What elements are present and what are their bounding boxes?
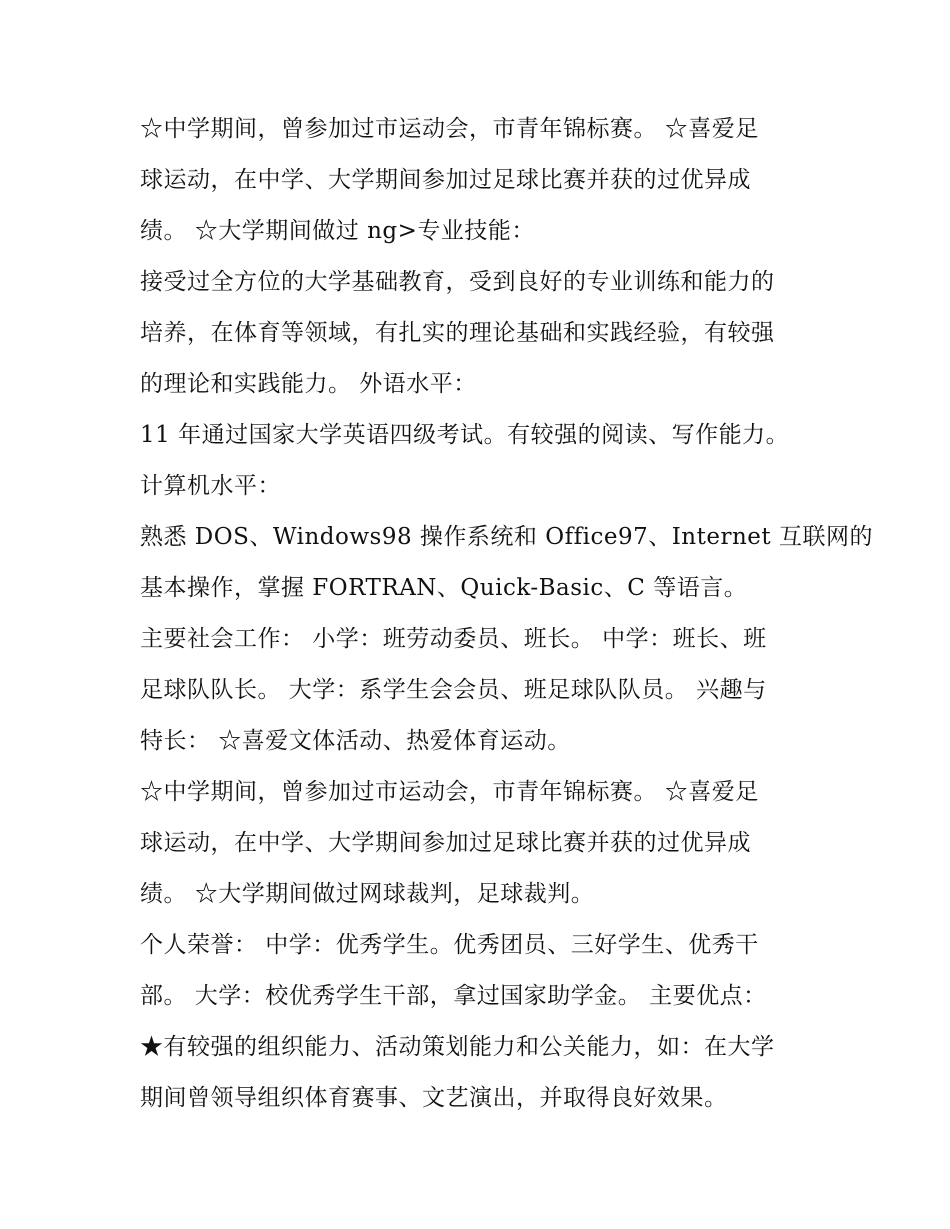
text-line: 11 年通过国家大学英语四级考试。有较强的阅读、写作能力。 — [140, 422, 790, 448]
text-line: 熟悉 DOS、Windows98 操作系统和 Office97、Internet 互联网的 — [140, 524, 873, 550]
text-line: ☆中学期间，曾参加过市运动会，市青年锦标赛。 ☆喜爱足 — [140, 779, 759, 805]
text-line: 个人荣誉： 中学：优秀学生。优秀团员、三好学生、优秀干 — [140, 932, 759, 958]
text-line: 接受过全方位的大学基础教育，受到良好的专业训练和能力的 — [140, 269, 775, 295]
text-line: 足球队队长。 大学：系学生会会员、班足球队队员。 兴趣与 — [140, 677, 767, 703]
text-line: 绩。 ☆大学期间做过网球裁判，足球裁判。 — [140, 881, 595, 907]
text-line: 绩。 ☆大学期间做过 ng>专业技能： — [140, 218, 535, 244]
text-line: ☆中学期间，曾参加过市运动会，市青年锦标赛。 ☆喜爱足 — [140, 116, 759, 142]
text-line: 特长： ☆喜爱文体活动、热爱体育运动。 — [140, 728, 571, 754]
text-line: 期间曾领导组织体育赛事、文艺演出，并取得良好效果。 — [140, 1085, 728, 1111]
text-line: 培养，在体育等领域，有扎实的理论基础和实践经验，有较强 — [140, 320, 775, 346]
text-line: 计算机水平： — [140, 473, 281, 499]
document-body — [140, 104, 873, 1124]
text-line: 的理论和实践能力。 外语水平： — [140, 371, 477, 397]
text-line: ★有较强的组织能力、活动策划能力和公关能力，如：在大学 — [140, 1034, 775, 1060]
text-line: 主要社会工作： 小学：班劳动委员、班长。 中学：班长、班 — [140, 626, 767, 652]
text-line: 球运动，在中学、大学期间参加过足球比赛并获的过优异成 — [140, 830, 751, 856]
text-line: 基本操作，掌握 FORTRAN、Quick-Basic、C 等语言。 — [140, 575, 748, 601]
text-line: 部。 大学：校优秀学生干部，拿过国家助学金。 主要优点： — [140, 983, 767, 1009]
text-line: 球运动，在中学、大学期间参加过足球比赛并获的过优异成 — [140, 167, 751, 193]
